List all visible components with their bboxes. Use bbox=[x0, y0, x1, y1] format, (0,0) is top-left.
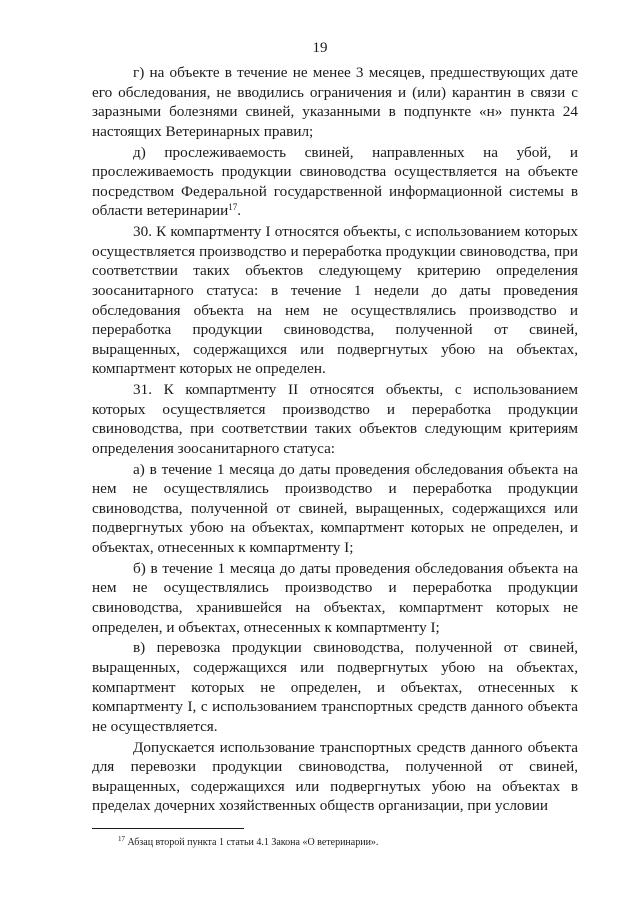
footnote-reference[interactable]: 17 bbox=[228, 202, 238, 213]
paragraph-30: 30. К компартменту I относятся объекты, с использованием которых осуществляется производство и переработка продукции свиноводства, при соответствии таких объектов следующему критерию определения зоосанитарного статуса: в течение 1 недели до даты проведения обследования объекта на нем не осуществлялись производство и переработка продукции свиноводства, полученной от свиней, выращенных, содержащихся или подвергнутых убою на объектах, компартмент которых не определен. bbox=[92, 223, 578, 378]
footnote-marker: 17 bbox=[118, 835, 125, 843]
paragraph-31-v: в) перевозка продукции свиноводства, полученной от свиней, выращенных, содержащихся или подвергнутых убою на объектах, компартмент которых не определен, и объектах, отнесенных к компартменту I, с использованием транспортных средств данного объекта не осуществляется. bbox=[92, 639, 578, 735]
footnote bbox=[118, 836, 578, 849]
footnote-text: Абзац второй пункта 1 статьи 4.1 Закона «О ветеринарии». bbox=[125, 837, 379, 848]
paragraph-allowance: Допускается использование транспортных средств данного объекта для перевозки продукции свиноводства, полученной от свиней, выращенных, содержащихся или подвергнутых убою на объектах в пределах дочерних хозяйственных обществ организации, при условии bbox=[92, 738, 578, 815]
page-number: 19 bbox=[312, 40, 328, 56]
footnote-divider bbox=[92, 828, 244, 829]
paragraph-31: 31. К компартменту II относятся объекты, с использованием которых осуществляется производство и переработка продукции свиноводства, при соответствии таких объектов следующим критериям определения зоосанитарного статуса: bbox=[92, 381, 578, 457]
paragraph-item-d: д) прослеживаемость свиней, направленных на убой, и прослеживаемость продукции свиноводства осуществляется на объекте посредством Федеральной государственной информационной системы в области ветеринарии$^{17}$. bbox=[92, 143, 578, 220]
paragraph-item-g: г) на объекте в течение не менее 3 месяцев, предшествующих дате его обследования, не вводились ограничения и (или) карантин в связи с заразными болезнями свиней, указанными в подпункте «н» пункта 24 настоящих Ветеринарных правил; bbox=[92, 64, 578, 140]
document-body bbox=[92, 63, 578, 816]
paragraph-31-b: б) в течение 1 месяца до даты проведения обследования объекта на нем не осуществлялись производство и переработка продукции свиноводства, хранившейся на объектах, компартмент которых не определен, и объектах, отнесенных к компартменту I; bbox=[92, 559, 578, 636]
paragraph-31-a: а) в течение 1 месяца до даты проведения обследования объекта на нем не осуществлялись производство и переработка продукции свиноводства, полученной от свиней, выращенных, содержащихся или подвергнутых убою на объектах, компартмент которых не определен, и объектах, отнесенных к компартменту I; bbox=[92, 460, 578, 556]
